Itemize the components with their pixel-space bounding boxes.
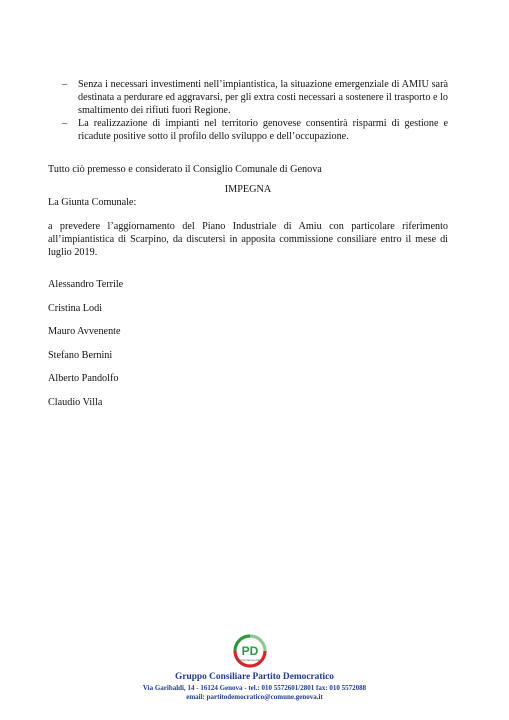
premise-paragraph: Tutto ciò premesso e considerato il Consiglio Comunale di Genova	[48, 164, 322, 175]
footer-organization: Gruppo Consiliare Partito Democratico	[175, 672, 334, 682]
dash-bullet: –	[62, 79, 68, 90]
party-logo	[231, 632, 269, 670]
signatory-name: Mauro Avvenente	[48, 326, 121, 337]
logo-text: PD	[241, 644, 259, 658]
signatories-list	[48, 278, 123, 419]
section-heading: IMPEGNA	[224, 184, 272, 195]
list-item-text: La realizzazione di impianti nel territorio genovese consentirà risparmi di gestione e ricadute positive sotto il profilo dello sviluppo e dell’occupazione.	[78, 118, 448, 142]
signatory-name: Alberto Pandolfo	[48, 373, 119, 384]
signatory-name: Alessandro Terrile	[48, 279, 124, 290]
signatory-name: Cristina Lodi	[48, 302, 103, 314]
footer-email: email: partitodemocratico@comune.genova.it	[186, 693, 323, 701]
list-item	[56, 78, 448, 117]
dash-bullet: –	[62, 118, 68, 129]
addressee-line: La Giunta Comunale:	[48, 197, 137, 208]
footer-address: Via Garibaldi, 14 - 16124 Genova - tel.: 010 5572601/2801 fax: 010 5572088	[142, 684, 367, 692]
signatory-name: Stefano Bernini	[48, 349, 113, 361]
considerations-list	[56, 78, 448, 143]
resolution-paragraph: a prevedere l’aggiornamento del Piano Industriale di Amiu con particolare riferimento all’impiantistica di Scarpino, da discutersi in apposita commissione consiliare entro il mese di luglio 2019.	[48, 221, 448, 258]
list-item-text: Senza i necessari investimenti nell’impiantistica, la situazione emergenziale di AMIU sarà destinata a perdurare ed aggravarsi, per gli extra costi necessari a sostenere il trasporto e lo smaltimento dei rifiuti fuori Regione.	[78, 79, 448, 116]
list-item	[56, 117, 448, 143]
logo-caption: Partito Democratico	[236, 658, 264, 662]
signatory-name: Claudio Villa	[48, 396, 103, 408]
